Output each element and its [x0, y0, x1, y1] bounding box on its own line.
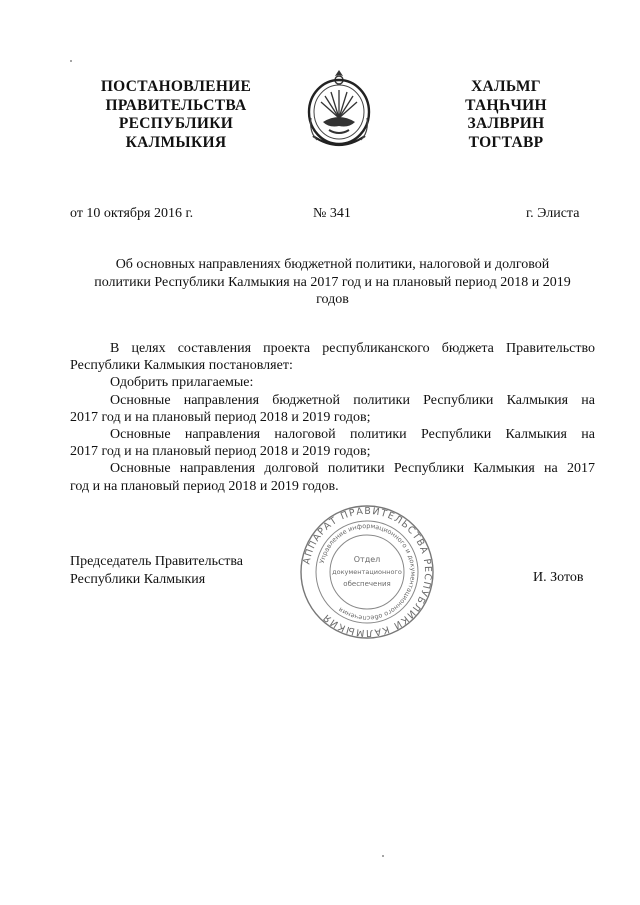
body-line: Основные направления бюджетной политики Республики Калмыкия на	[110, 392, 595, 408]
body-line: 2017 год и на плановый период 2018 и 2019 годов;	[70, 409, 371, 425]
stamp-center-line: Отдел	[353, 555, 381, 564]
coat-of-arms-icon	[303, 66, 375, 154]
stamp-center-line: документационного	[332, 568, 402, 576]
title-line: политики Республики Калмыкия на 2017 год и на плановый период 2018 и 2019	[94, 274, 571, 290]
signatory-name: И. Зотов	[533, 570, 584, 585]
signatory-position-line: Председатель Правительства	[70, 554, 243, 569]
scan-speck	[70, 60, 72, 62]
title-line: Об основных направлениях бюджетной политики, налоговой и долговой	[115, 257, 550, 272]
header-left-line: ПРАВИТЕЛЬСТВА	[105, 96, 247, 114]
scan-speck	[382, 855, 384, 857]
body-line: Одобрить прилагаемые:	[110, 375, 254, 391]
title-line: годов	[316, 292, 349, 307]
document-body	[70, 340, 595, 495]
signatory-position	[70, 553, 243, 588]
body-line: 2017 год и на плановый период 2018 и 2019 годов;	[70, 444, 371, 460]
header-right-line: ТОГТАВР	[468, 133, 544, 151]
signatory-position-line: Республики Калмыкия	[70, 571, 206, 587]
body-line: Основные направления налоговой политики Республики Калмыкия на	[110, 427, 595, 443]
body-line: год и на плановый период 2018 и 2019 годов.	[70, 478, 339, 494]
header-left-line: РЕСПУБЛИКИ	[118, 115, 234, 132]
document-number: № 341	[313, 206, 351, 221]
header-right-line: ЗАЛВРИН	[467, 115, 545, 132]
stamp-center-line: обеспечения	[343, 580, 391, 588]
header-right-line: ХАЛЬМГ	[471, 78, 541, 95]
stamp-outer-text: АППАРАТ ПРАВИТЕЛЬСТВА РЕСПУБЛИКИ КАЛМЫКИЯ	[301, 505, 434, 639]
body-line: Республики Калмыкия постановляет:	[70, 358, 293, 374]
header-left-title	[96, 78, 256, 152]
document-city: г. Элиста	[526, 206, 580, 221]
header-right-line: ТАҢҺЧИН	[465, 96, 547, 114]
body-line: Основные направления долговой политики Республики Калмыкия на 2017	[110, 461, 595, 477]
header-left-line: КАЛМЫКИЯ	[125, 133, 227, 151]
header-left-line: ПОСТАНОВЛЕНИЕ	[100, 78, 252, 95]
document-title	[70, 256, 595, 309]
stamp-seal	[298, 502, 436, 642]
stamp-inner-ring-text: Управление информационного и документационного обеспечения	[317, 521, 418, 623]
header-right-title	[446, 78, 566, 152]
body-line: В целях составления проекта республиканского бюджета Правительство	[110, 341, 595, 356]
document-date: от 10 октября 2016 г.	[70, 206, 194, 221]
